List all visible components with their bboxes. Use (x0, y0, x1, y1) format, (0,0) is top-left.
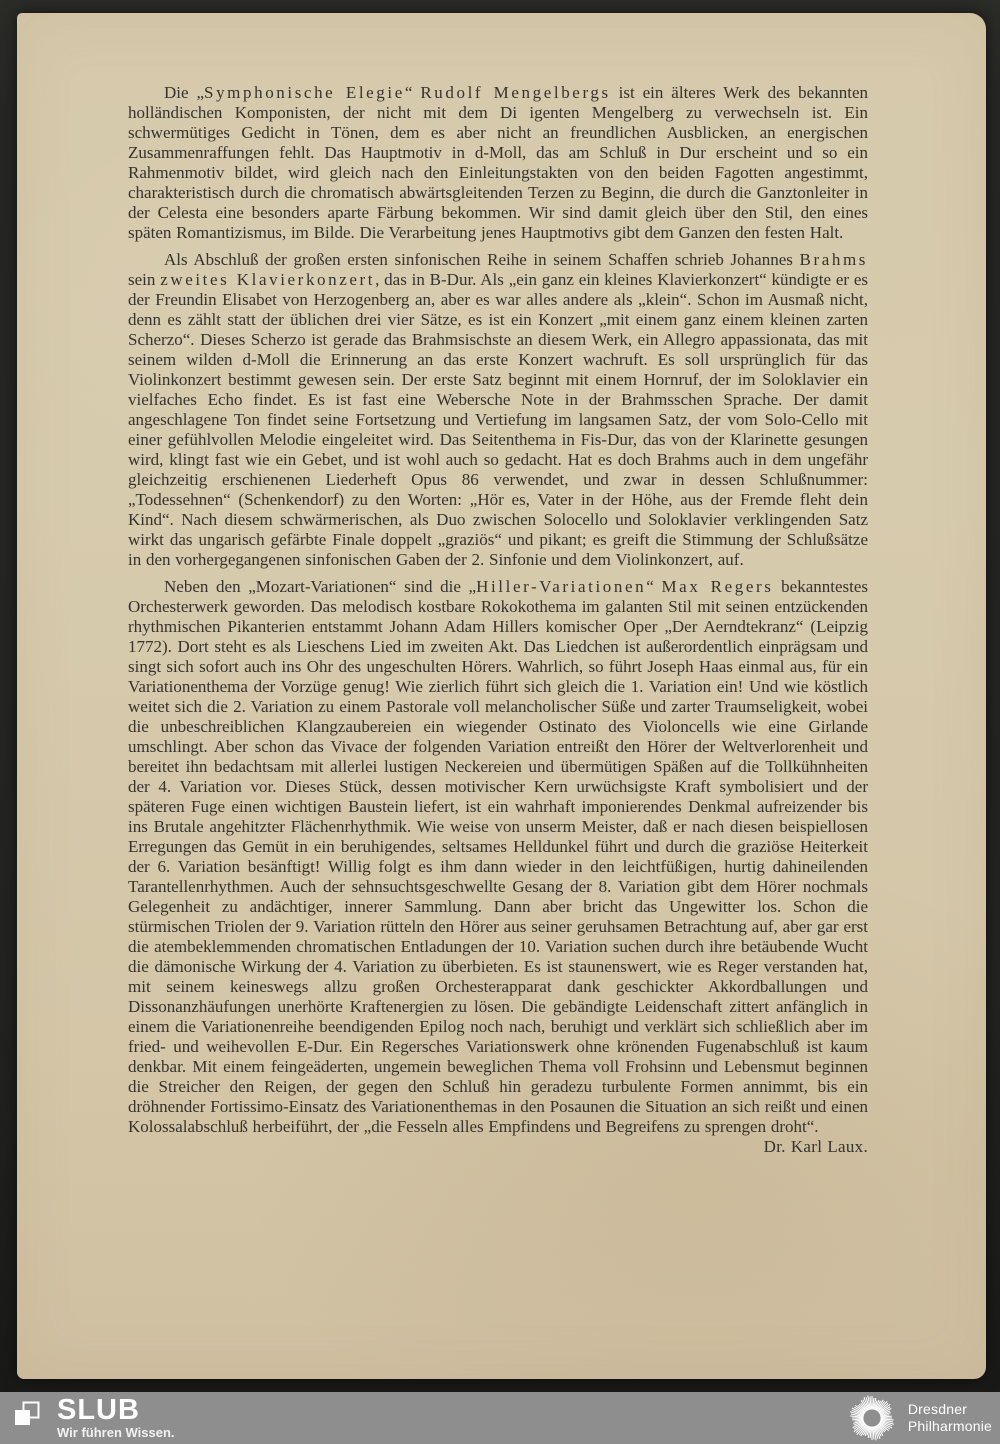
slub-wordmark-block (57, 1393, 175, 1440)
philharmonie-label-line1: Dresdner (907, 1401, 968, 1417)
open-book-icon (12, 1400, 42, 1430)
body-text: ist ein älteres Werk des bekannten holländischen Komponisten, der nicht mit dem Di igenten Mengelberg zu verwechseln ist. Ein schwermütiges Gedicht in Tönen, dem es aber nicht an freundlichen Ausblicken, an energischen Zusammenraffungen fehlt. Das Hauptmotiv in d-Moll, das am Schluß in Dur erscheint und so ein Rahmenmotiv bildet, wird gleich nach den Einleitungstakten von den beiden Fagotten angestimmt, charakteristisch durch die chromatisch abwärtsgleitenden Terzen zu Beginn, die durch die Ganztonleiter in der Celesta eine besonders aparte Färbung bekommen. Wir sind damit gleich über den Stil, den eines späten Romantizismus, im Bilde. Die Verarbeitung jenes Hauptmotivs gibt dem Ganzen den festen Halt. (128, 83, 869, 242)
slub-tagline: Wir führen Wissen. (57, 1424, 175, 1440)
letterspaced-title: Max Regers (661, 577, 774, 596)
body-text: Neben den „Mozart-Variationen“ sind die „ (164, 577, 477, 596)
philharmonie-label-line2: Philharmonie (907, 1418, 992, 1434)
body-text: bekanntestes Orchesterwerk geworden. Das melodisch kostbare Rokokothema im galanten Stil mit seinen entzückenden rhythmischen Pikanterien entstammt Johann Adam Hillers komischer Oper „Der Aerndtekranz“ (Leipzig 1772). Dort steht es als Lieschens Lied im zweiten Akt. Das Liedchen ist außerordentlich einprägsam und singt sich sofort auch ins Ohr des ungeschulten Hörers. Wahrlich, so führt Joseph Haas einmal aus, für ein Variationenthema der Vorzüge genug! Wie zierlich führt sich gleich die 1. Variation ein! Und wie köstlich weitet sich die 2. Variation zu einem Pastorale voll melancholischer Süße und zarter Traumseligkeit, wobei die unbeschreiblichen Klangzaubereien ein wiegender Ostinato des Violoncells wie eine Girlande umschlingt. Aber schon das Vivace der folgenden Variation entreißt den Hörer der Weltverlorenheit und bereitet ihn bedachtsam mit allerlei lustigen Neckereien und übermütigen Späßen auf die Tollkühnheiten der 4. Variation vor. Dieses Stück, dessen motivischer Kern urwüchsigste Kraft symbolisiert und der späteren Fuge einen wichtigen Baustein liefert, ist ein wahrhaft imponierendes Denkmal aufreizender bis ins Brutale angehitzter Flächenrhythmik. Wie weise von unserm Meister, daß er nach diesen beispiellosen Erregungen das Gemüt in ein beruhigendes, seltsames Helldunkel führt und durch die graziöse Heiterkeit der 6. Variation besänftigt! Willig folgt es ihm dann wieder in den leichtfüßigen, hurtig dahineilenden Tarantellenrhythmen. Auch der sehnsuchtsgeschwellte Gesang der 8. Variation gibt dem Hörer nochmals Gelegenheit zu andächtiger, innerer Sammlung. Dann aber bricht das Ungewitter los. Schon die stürmischen Triolen der 9. Variation rütteln den Hörer aus seiner geruhsamen Betrachtung auf, aber gar erst die atembeklemmenden chromatischen Entladungen der 10. Variation suchen durch ihre betäubende Wucht die dämonische Wirkung der 4. Variation zu überbieten. Es ist staunenswert, wie es Reger verstanden hat, mit seinem keineswegs allzu großen Orchesterapparat dank geschickter Akkordballungen und Dissonanzhäufungen unerhörte Kraftenergien zu lösen. Die gebändigte Leidenschaft zittert anfänglich in einem die Variationenreihe beendigenden Epilog noch nach, beruhigt und verklärt sich schließlich aber im fried- und weihevollen E-Dur. Ein Regersches Variationswerk ohne krönenden Fugenabschluß ist kaum denkbar. Mit einem feingeäderten, ungemein beweglichen Thema voll Frohsinn und Lebensmut beginnen die Streicher den Reigen, der gegen den Schluß hin geradezu turbulente Formen annimmt, bis ein dröhnender Fortissimo-Einsatz des Variationenthemas in den Posaunen die Situation an sich reißt und einen Kolossalabschluß herbeiführt, der „die Fesseln alles Empfindens und Begreifens zu sprengen droht“. (128, 577, 869, 1136)
starburst-icon (848, 1394, 896, 1442)
letterspaced-title: Hiller-Variationen (476, 577, 647, 596)
letterspaced-title: Symphonische Elegie (204, 83, 405, 102)
paragraph-reger-hiller-variationen (128, 577, 869, 1156)
author-signature: Dr. Karl Laux. (763, 1137, 868, 1156)
letterspaced-title: Rudolf Mengelbergs (420, 83, 611, 102)
body-text: Die „ (164, 83, 205, 102)
letterspaced-title: Brahms (799, 250, 868, 269)
paragraph-mengelberg-symphonische-elegie (128, 83, 868, 243)
viewer-footer (0, 1392, 1000, 1444)
body-text: “ (646, 577, 662, 596)
body-text: Als Abschluß der großen ersten sinfonischen Reihe in seinem Schaffen schrieb Johannes (164, 250, 800, 269)
slub-logo[interactable] (12, 1393, 175, 1440)
letterspaced-title: zweites Klavierkonzert (160, 270, 376, 289)
dresdner-philharmonie-label (908, 1401, 992, 1435)
scanned-program-page (17, 13, 986, 1379)
slub-wordmark: SLUB (57, 1393, 140, 1426)
paragraph-brahms-klavierkonzert (128, 250, 868, 570)
body-text: sein (128, 270, 161, 289)
body-text: “ (404, 83, 421, 102)
body-text: , das in B-Dur. Als „ein ganz ein kleines Klavierkonzert“ kündigte er es der Freundin Elisabet von Herzogenberg an, aber es war alles andere als „klein“. Schon im Ausmaß nicht, denn es zählt statt der üblichen drei vier Sätze, es ist ein Konzert „mit einem ganz einem kleinen zarten Scherzo“. Dieses Scherzo ist gerade das Brahmsischste an diesem Werk, ein Allegro appassionata, das mit seinem wilden d-Moll die Erinnerung an das erste Konzert wachruft. Es soll ursprünglich für das Violinkonzert bestimmt gewesen sein. Der erste Satz beginnt mit einem Hornruf, der im Soloklavier ein vielfaches Echo findet. Es ist fast eine Webersche Note in der Brahmsschen Sprache. Der damit angeschlagene Ton findet seine Fortsetzung und Vertiefung im langsamen Satz, der vom Solo-Cello mit einer gefühlvollen Melodie eingeleitet wird. Das Seitenthema in Fis-Dur, das von der Klarinette gesungen wird, klingt fast wie ein Gebet, und ist wohl auch so gedacht. Hat es doch Brahms auch in dem ungefähr gleichzeitig erschienenen Liederheft Opus 86 verwendet, und zwar in dessen Schlußnummer: „Todessehnen“ (Schenkendorf) zu den Worten: „Hör es, Vater in der Höhe, aus der Fremde fleht dein Kind“. Nach diesem schwärmerischen, als Duo zwischen Solocello und Soloklavier verklingenden Satz wirkt das ungarisch gefärbte Finale doppelt „graziös“ und pikant; es greift die Stimmung der Schlußsätze in den vorhergegangenen sinfonischen Gaben der 2. Sinfonie und dem Violinkonzert, auf. (128, 270, 868, 569)
dresdner-philharmonie-logo[interactable] (848, 1394, 992, 1442)
program-text-block (128, 83, 868, 1157)
